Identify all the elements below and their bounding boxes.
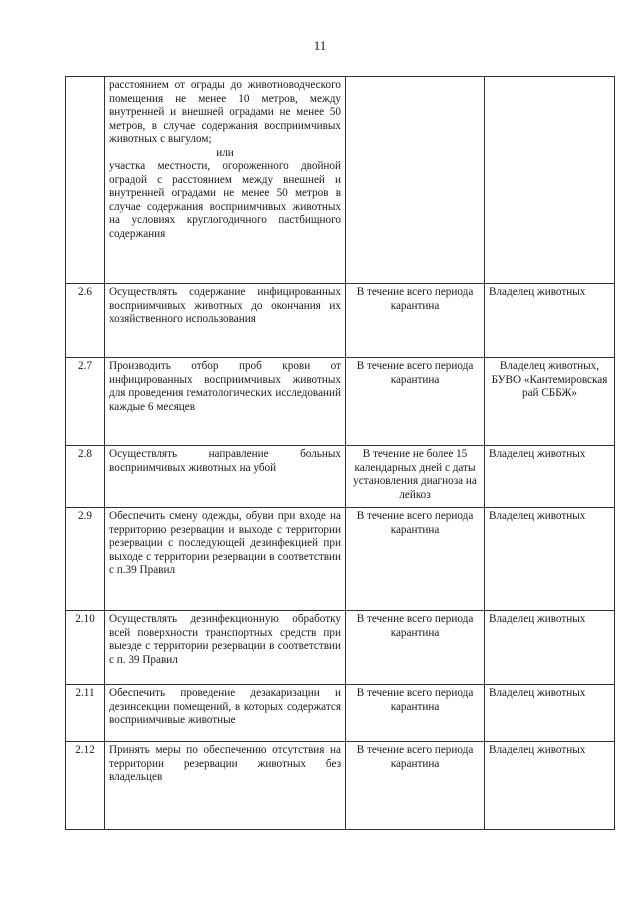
table-row: [66, 508, 615, 611]
action-cell: [105, 77, 346, 284]
table-row: [66, 611, 615, 685]
responsible-text: Владелец животных: [485, 611, 615, 685]
table-row: [66, 685, 615, 742]
action-text: Осуществлять дезинфекционную обработку всей поверхности транспортных средств при выезде с территории резервации в соответствии с п. 39 Правил: [105, 611, 346, 685]
measures-table: [65, 76, 615, 830]
responsible-text: Владелец животных: [485, 508, 615, 611]
action-text: Осуществлять направление больных восприимчивых животных на убой: [105, 446, 346, 508]
row-number: 2.8: [66, 446, 105, 508]
action-text: Обеспечить смену одежды, обуви при входе на территорию резервации и выходе с территории резервации с последующей дезинфекцией при выходе с территории резервации в соответствии с п.39 Правил: [105, 508, 346, 611]
table-row: [66, 742, 615, 830]
row-number: 2.11: [66, 685, 105, 742]
row-number: 2.12: [66, 742, 105, 830]
action-text: Принять меры по обеспечению отсутствия на территории резервации животных без владельцев: [105, 742, 346, 830]
action-text: Производить отбор проб крови от инфицированных восприимчивых животных для проведения гематологических исследований каждые 6 месяцев: [105, 358, 346, 446]
responsible-text: Владелец животных: [485, 446, 615, 508]
row-number: 2.9: [66, 508, 105, 611]
responsible-cell: [485, 77, 615, 284]
row-number: 2.7: [66, 358, 105, 446]
continuation-or-word: или: [216, 146, 234, 159]
term-text: В течение не более 15 календарных дней с даты установления диагноза на лейкоз: [346, 446, 485, 508]
row-number: 2.10: [66, 611, 105, 685]
action-text: Обеспечить проведение дезакаризации и дезинсекции помещений, в которых содержатся восприимчивые животные: [105, 685, 346, 742]
action-text: Осуществлять содержание инфицированных восприимчивых животных до окончания их хозяйственного использования: [105, 284, 346, 358]
continuation-text-a: расстоянием от ограды до животноводческого помещения не менее 10 метров, между внутренней и внешней оградами не менее 50 метров, в случае содержания восприимчивых животных с выгулом;: [109, 79, 341, 145]
term-text: В течение всего периода карантина: [346, 685, 485, 742]
row-number: 2.6: [66, 284, 105, 358]
table-row: [66, 284, 615, 358]
term-text: В течение всего периода карантина: [346, 508, 485, 611]
responsible-text: Владелец животных: [485, 284, 615, 358]
responsible-text: Владелец животных, БУВО «Кантемировская рай СББЖ»: [485, 358, 615, 446]
term-text: В течение всего периода карантина: [346, 742, 485, 830]
term-text: В течение всего периода карантина: [346, 284, 485, 358]
responsible-text: Владелец животных: [485, 685, 615, 742]
term-text: В течение всего периода карантина: [346, 611, 485, 685]
continuation-text-b: участка местности, огороженного двойной оградой с расстоянием между внешней и внутренней оградами не менее 50 метров в случае содержания восприимчивых животных на условиях круглогодичного пастбищного содержания: [109, 160, 341, 240]
table-row: [66, 77, 615, 284]
table-row: [66, 358, 615, 446]
responsible-text: Владелец животных: [485, 742, 615, 830]
term-cell: [346, 77, 485, 284]
row-number-cell: [66, 77, 105, 284]
page-number: 11: [313, 38, 327, 53]
table-row: [66, 446, 615, 508]
term-text: В течение всего периода карантина: [346, 358, 485, 446]
